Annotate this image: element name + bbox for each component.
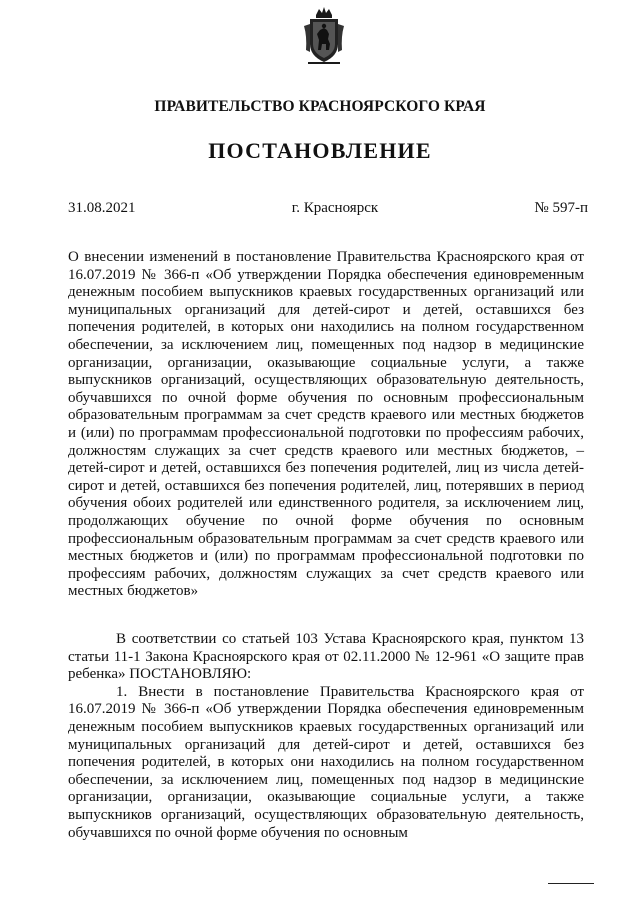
coat-of-arms-icon: [302, 6, 346, 66]
document-city: г. Красноярск: [291, 200, 379, 216]
document-type-heading: ПОСТАНОВЛЕНИЕ: [208, 138, 432, 163]
preamble-paragraph: В соответствии со статьей 103 Устава Красноярского края, пунктом 13 статьи 11-1 Закона Красноярского края от 02.11.2000 № 12-961 «О защите прав ребенка» ПОСТАНОВЛЯЮ:: [68, 631, 584, 683]
government-title: ПРАВИТЕЛЬСТВО КРАСНОЯРСКОГО КРАЯ: [154, 98, 486, 115]
document-date: 31.08.2021: [68, 200, 136, 216]
item-1-paragraph: 1. Внести в постановление Правительства Красноярского края от 16.07.2019 № 366-п «Об утверждении Порядка обеспечения единовременным денежным пособием выпускников краевых государственных организаций или муниципальных организаций для детей-сирот и детей, оставшихся без попечения родителей, в которых они находились на полном государственном обеспечении, за исключением лиц, помещенных под надзор в медицинские организации, организации, оказывающие социальные услуги, а также выпускников организаций, осуществляющих образовательную деятельность, обучавшихся по очной форме обучения по основным: [68, 683, 584, 841]
document-number: № 597-п: [534, 200, 588, 216]
document-body: [68, 631, 584, 842]
document-meta-row: [68, 200, 588, 217]
footer-rule: [548, 883, 594, 884]
document-subject: О внесении изменений в постановление Правительства Красноярского края от 16.07.2019 № 366-п «Об утверждении Порядка обеспечения единовременным денежным пособием выпускников краевых государственных организаций или муниципальных организаций для детей-сирот и детей, оставшихся без попечения родителей, в которых они находились на полном государственном обеспечении, за исключением лиц, помещенных под надзор в медицинские организации, организации, оказывающие социальные услуги, а также выпускников организаций, осуществляющих образовательную деятельность, обучавшихся по очной форме обучения по основным профессиональным образовательным программам за счет средств краевого или местных бюджетов и (или) по программам профессиональной подготовки по профессиям рабочих, должностям служащих за счет средств краевого или местных бюджетов, – детей-сирот и детей, оставшихся без попечения родителей, лиц из числа детей-сирот и детей, оставшихся без попечения родителей, лиц, потерявших в период обучения обоих родителей или единственного родителя, за исключением лиц, продолжающих обучение по очной форме обучения по основным профессиональным образовательным программам за счет средств краевого или местных бюджетов и (или) по программам профессиональной подготовки по профессиям рабочих, должностям служащих за счет средств краевого или местных бюджетов»: [68, 249, 584, 600]
